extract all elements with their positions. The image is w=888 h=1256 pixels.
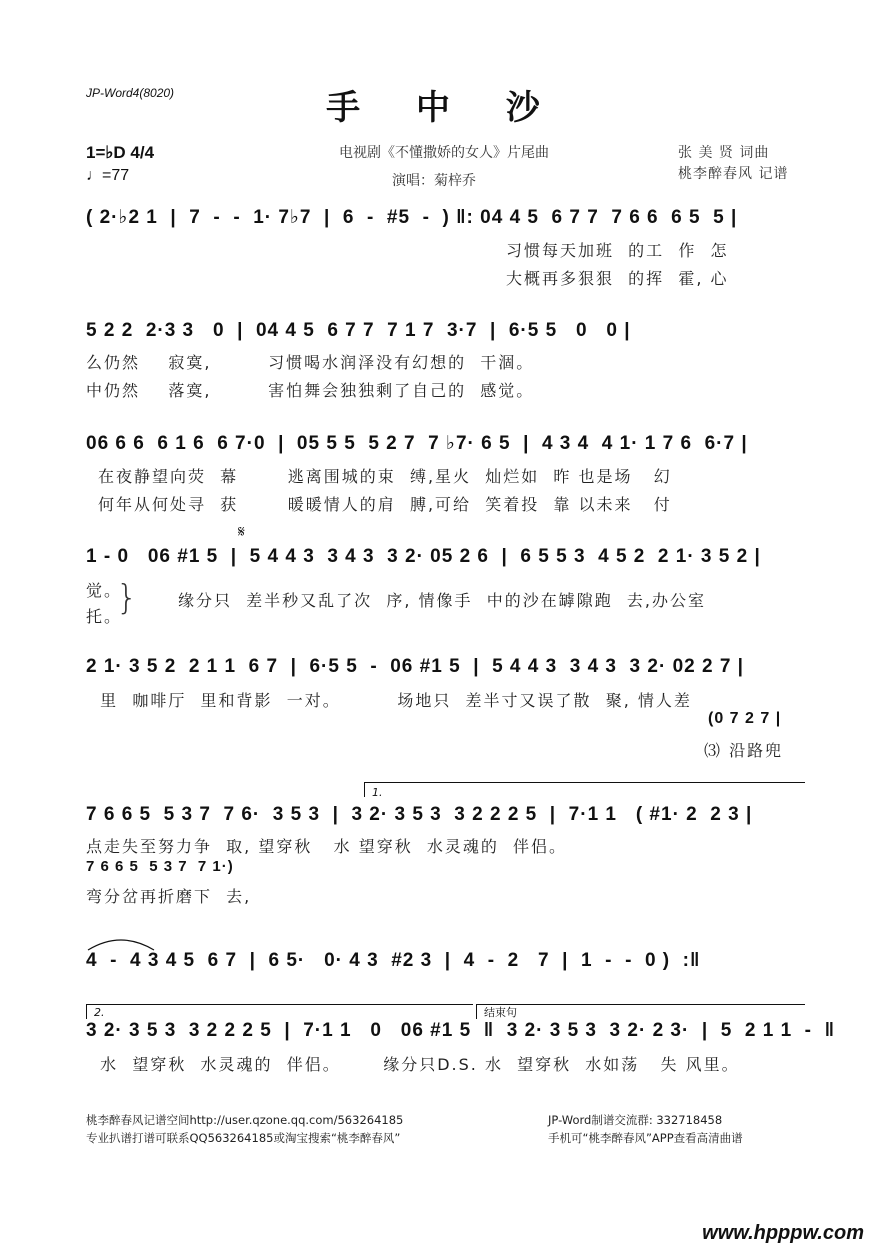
notation-line-5: 2 1· 3 5 2 2 1 1 6 7 | 6·5 5 - 06 #1 5 | 5 4 4 3 3 4 3 3 2· 02 2 7 | <box>86 656 744 677</box>
song-title: 手 中 沙 <box>326 88 562 128</box>
lyric-line-8: 水 望穿秋 水灵魂的 伴侣。 缘分只D.S. 水 望穿秋 水如荡 失 风里。 <box>86 1055 740 1074</box>
footer-right-1: JP-Word制谱交流群: 332718458 <box>548 1113 723 1127</box>
volta-bracket-1 <box>364 782 805 797</box>
lyric-brace: } <box>116 578 138 618</box>
third-verse-lyric: ⑶ 沿路兜 <box>704 741 784 760</box>
lyric-line-3a: 在夜静望向荧 幕 逃离围城的束 缚,星火 灿烂如 昨 也是场 幻 <box>98 467 672 486</box>
notation-line-2: 5 2 2 2·3 3 0 | 04 4 5 6 7 7 7 1 7 3·7 | 6·5 5 0 0 | <box>86 320 631 341</box>
volta-number-1: 1. <box>372 786 383 799</box>
alt-lyric-line-6: 弯分岔再折磨下 去, <box>86 887 252 906</box>
volta-bracket-2 <box>86 1004 473 1019</box>
site-watermark: www.hpppw.com <box>702 1222 864 1244</box>
software-label: JP-Word4(8020) <box>86 86 175 100</box>
lyric-line-2a: 么仍然 寂寞, 习惯喝水润泽没有幻想的 干涸。 <box>86 353 535 372</box>
alt-notation-line-6: 7 6 6 5 5 3 7 7 1·) <box>86 858 234 875</box>
tempo-marking: ♩=77 <box>86 167 130 184</box>
notation-line-4: 1 - 0 06 #1 5 | 5 4 4 3 3 4 3 3 2· 05 2 6 | 6 5 5 3 4 5 2 2 1· 3 5 2 | <box>86 546 761 567</box>
notation-line-6: 7 6 6 5 5 3 7 7 6· 3 5 3 | 3 2· 3 5 3 3 2 2 2 5 | 7·1 1 ( #1· 2 2 3 | <box>86 804 753 825</box>
notation-line-7: 4 - 4 3 4 5 6 7 | 6 5· 0· 4 3 #2 3 | 4 - 2 7 | 1 - - 0 ) :‖ <box>86 950 701 971</box>
footer-left-2: 专业扒谱打谱可联系QQ563264185或淘宝搜索“桃李醉春风” <box>86 1131 401 1145</box>
footer-left-1: 桃李醉春风记谱空间http://user.qzone.qq.com/563264185 <box>86 1113 404 1127</box>
key-signature: 1=♭D 4/4 <box>86 143 155 162</box>
lyric-line-1b: 大概再多狠狠 的挥 霍, 心 <box>506 269 729 288</box>
lyric-line-1a: 习惯每天加班 的工 作 怎 <box>506 241 729 260</box>
transcriber: 桃李醉春风 记谱 <box>678 166 789 182</box>
notation-line-8: 3 2· 3 5 3 3 2 2 2 5 | 7·1 1 0 06 #1 5 ‖ 3 2· 3 5 3 3 2· 2 3· | 5 2 1 1 - ‖ <box>86 1020 836 1041</box>
lyric-line-3b: 何年从何处寻 获 暖暖情人的肩 膊,可给 笑着投 靠 以未来 付 <box>98 495 672 514</box>
notation-line-3: 06 6 6 6 1 6 6 7·0 | 05 5 5 5 2 7 7 ♭7· 6 5 | 4 3 4 4 1· 1 7 6 6·7 | <box>86 433 748 454</box>
notation-line-1: ( 2·♭2 1 | 7 - - 1· 7♭7 | 6 - #5 - ) ‖: 04 4 5 6 7 7 7 6 6 6 5 5 | <box>86 207 738 228</box>
ending-bracket <box>476 1004 805 1019</box>
lyric-line-6: 点走失至努力争 取, 望穿秋 水 望穿秋 水灵魂的 伴侣。 <box>86 837 568 856</box>
lyric-line-4a: 觉。 <box>86 581 123 600</box>
third-verse-notes: (0 7 2 7 | <box>708 710 782 727</box>
lyric-line-5: 里 咖啡厅 里和背影 一对。 场地只 差半寸又误了散 聚, 情人差 <box>86 691 692 710</box>
footer-right-2: 手机可“桃李醉春风”APP查看高清曲谱 <box>548 1131 743 1145</box>
segno-sign: 𝄋 <box>238 522 245 541</box>
singer: 演唱：菊梓乔 <box>392 173 476 189</box>
volta-number-2: 2. <box>94 1006 105 1019</box>
chorus-lyric-line: 缘分只 差半秒又乱了次 序, 情像手 中的沙在罅隙跑 去,办公室 <box>178 591 706 610</box>
lyric-line-2b: 中仍然 落寞, 害怕舞会独独剩了自己的 感觉。 <box>86 381 535 400</box>
ending-label: 结束句 <box>484 1006 517 1019</box>
lyric-line-4b: 托。 <box>86 607 123 626</box>
lyricist-composer: 张 美 贤 词曲 <box>678 145 770 161</box>
subtitle: 电视剧《不懂撒娇的女人》片尾曲 <box>339 145 549 161</box>
